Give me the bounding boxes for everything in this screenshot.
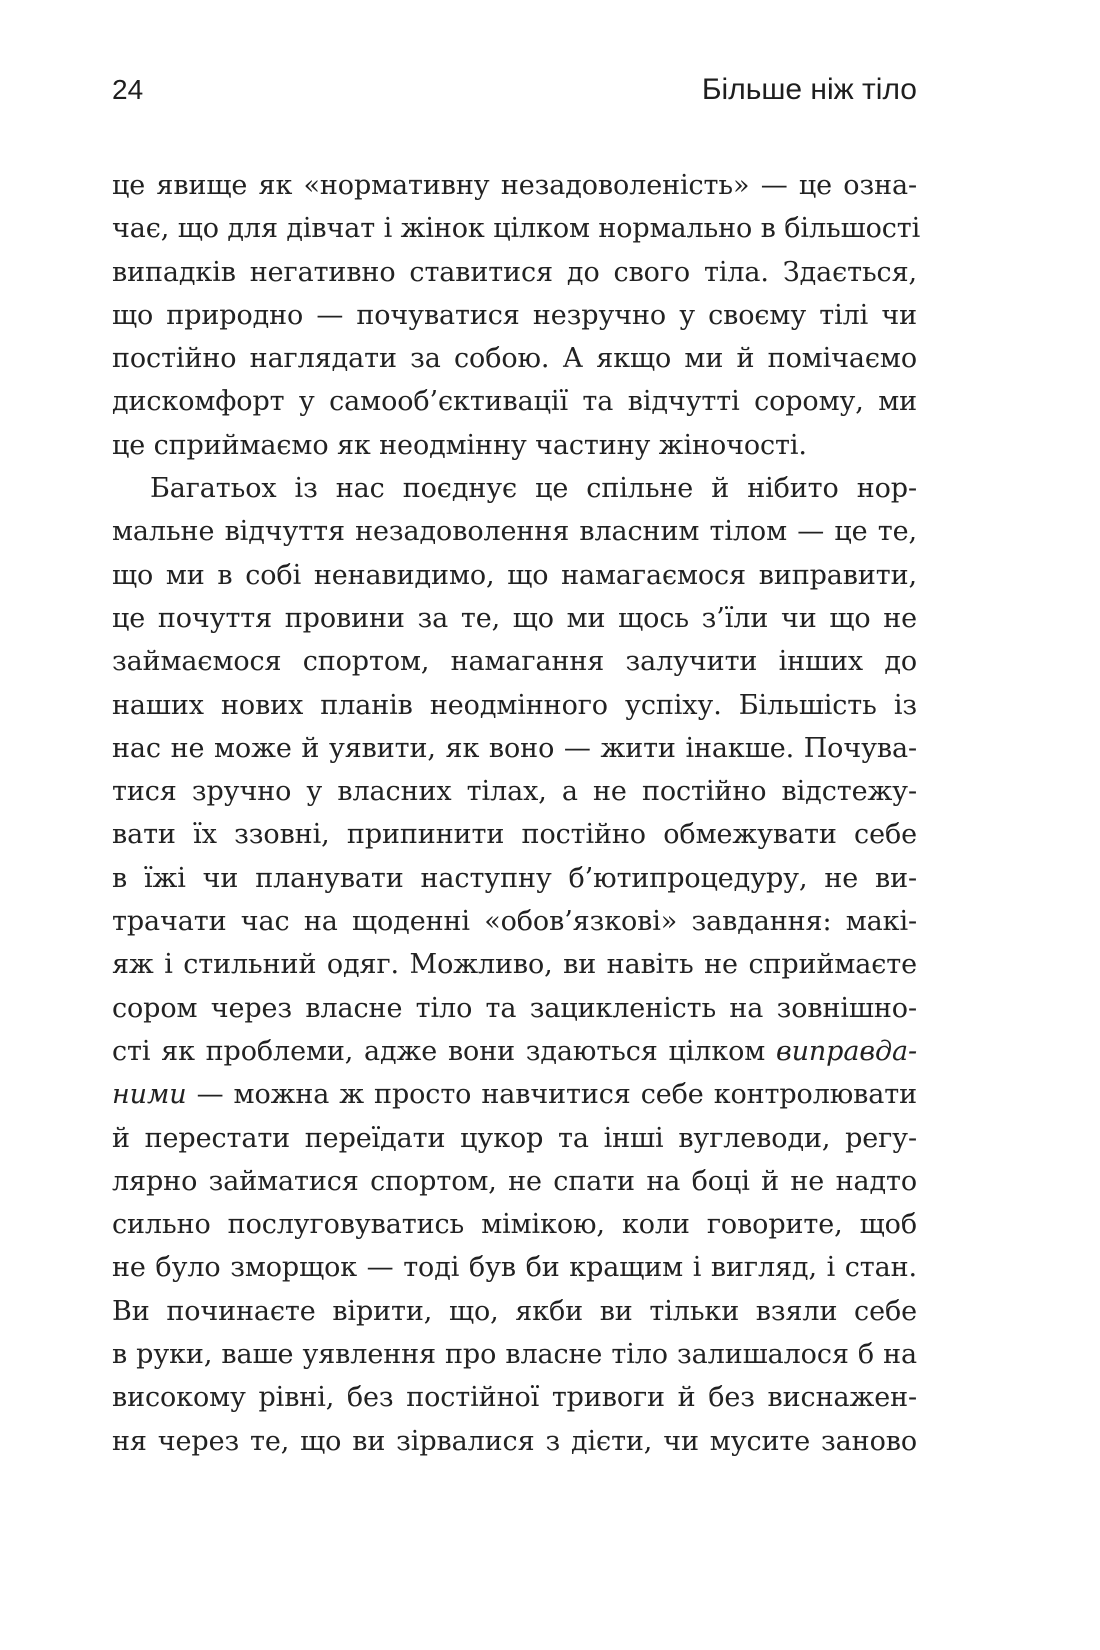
text-segment: що ми в собі ненавидимо, що намагаємося виправити,: [112, 559, 917, 591]
text-segment: — можна ж просто навчитися себе контролювати: [186, 1079, 917, 1111]
text-segment: що природно — почуватися незручно у своєму тілі чи: [112, 299, 917, 331]
text-line: [112, 597, 917, 640]
text-line: [112, 770, 917, 813]
text-line: [112, 1333, 917, 1376]
text-line: [112, 1117, 917, 1160]
text-line: [112, 727, 917, 770]
text-segment: мальне відчуття незадоволення власним тілом — це те,: [112, 516, 917, 548]
text-segment: випадків негативно ставитися до свого тіла. Здається,: [112, 256, 917, 288]
text-line: [112, 1030, 917, 1073]
text-segment: вати їх ззовні, припинити постійно обмежувати себе: [112, 819, 917, 851]
text-segment: Ви починаєте вірити, що, якби ви тільки взяли себе: [112, 1295, 917, 1327]
text-line: [112, 1073, 917, 1116]
text-line: [112, 640, 917, 683]
body-text: [112, 164, 921, 1463]
text-line: [112, 1203, 917, 1246]
text-segment: не було зморщок — тоді був би кращим і вигляд, і стан.: [112, 1252, 917, 1284]
text-segment: яж і стильний одяг. Можливо, ви навіть не сприймаєте: [112, 949, 917, 981]
text-segment: це почуття провини за те, що ми щось з’їли чи що не: [112, 602, 917, 634]
text-segment: це сприймаємо як неодмінну частину жіночості.: [112, 429, 807, 461]
page-number: 24: [112, 74, 144, 105]
text-line: [112, 1420, 917, 1463]
italic-text: виправда-: [775, 1035, 917, 1067]
text-line: [112, 251, 917, 294]
text-segment: дискомфорт у самооб’єктивації та відчутті сорому, ми: [112, 386, 917, 418]
text-segment: лярно займатися спортом, не спати на боці й не надто: [112, 1165, 917, 1197]
text-segment: постійно наглядати за собою. А якщо ми й помічаємо: [112, 343, 917, 375]
text-segment: займаємося спортом, намагання залучити інших до: [112, 646, 917, 678]
text-line: [112, 900, 917, 943]
text-segment: високому рівні, без постійної тривоги й без виснажен-: [112, 1382, 917, 1414]
text-segment: тися зручно у власних тілах, а не постійно відстежу-: [112, 776, 917, 808]
text-segment: й перестати переїдати цукор та інші вуглеводи, регу-: [112, 1122, 917, 1154]
text-segment: наших нових планів неодмінного успіху. Більшість із: [112, 689, 917, 721]
text-line: [112, 1290, 917, 1333]
text-line: [112, 987, 917, 1030]
text-line: [112, 467, 917, 510]
text-line: [112, 857, 917, 900]
text-line: [112, 337, 917, 380]
text-line: [112, 554, 917, 597]
text-line: [112, 164, 917, 207]
text-line: [112, 380, 917, 423]
text-segment: це явище як «нормативну незадоволеність» — це озна-: [112, 170, 917, 201]
text-line: [112, 1376, 917, 1419]
text-segment: сором через власне тіло та зацикленість на зовнішно-: [112, 992, 917, 1024]
text-segment: в їжі чи планувати наступну б’ютипроцедуру, не ви-: [112, 862, 917, 894]
text-line: [112, 207, 921, 250]
text-segment: нас не може й уявити, як воно — жити інакше. Почува-: [112, 732, 917, 764]
text-line: [112, 684, 917, 727]
text-line: [112, 943, 917, 986]
text-line: [112, 424, 917, 467]
text-segment: трачати час на щоденні «обов’язкові» завдання: макі-: [112, 906, 917, 938]
text-segment: сильно послуговуватись мімікою, коли говорите, щоб: [112, 1209, 917, 1241]
text-segment: ня через те, що ви зірвалися з дієти, чи мусите заново: [112, 1425, 917, 1457]
text-line: [112, 1246, 917, 1289]
running-title: Більше ніж тіло: [701, 73, 917, 106]
text-line: [112, 813, 917, 856]
text-segment: сті як проблеми, адже вони здаються цілком: [112, 1035, 776, 1067]
text-segment: в руки, ваше уявлення про власне тіло залишалося б на: [112, 1339, 917, 1371]
text-segment: чає, що для дівчат і жінок цілком нормально в більшості: [112, 213, 921, 245]
italic-text: ними: [112, 1079, 187, 1111]
text-segment: Багатьох із нас поєднує це спільне й нібито нор-: [150, 473, 917, 505]
text-line: [112, 510, 917, 553]
text-line: [112, 294, 917, 337]
text-line: [112, 1160, 917, 1203]
